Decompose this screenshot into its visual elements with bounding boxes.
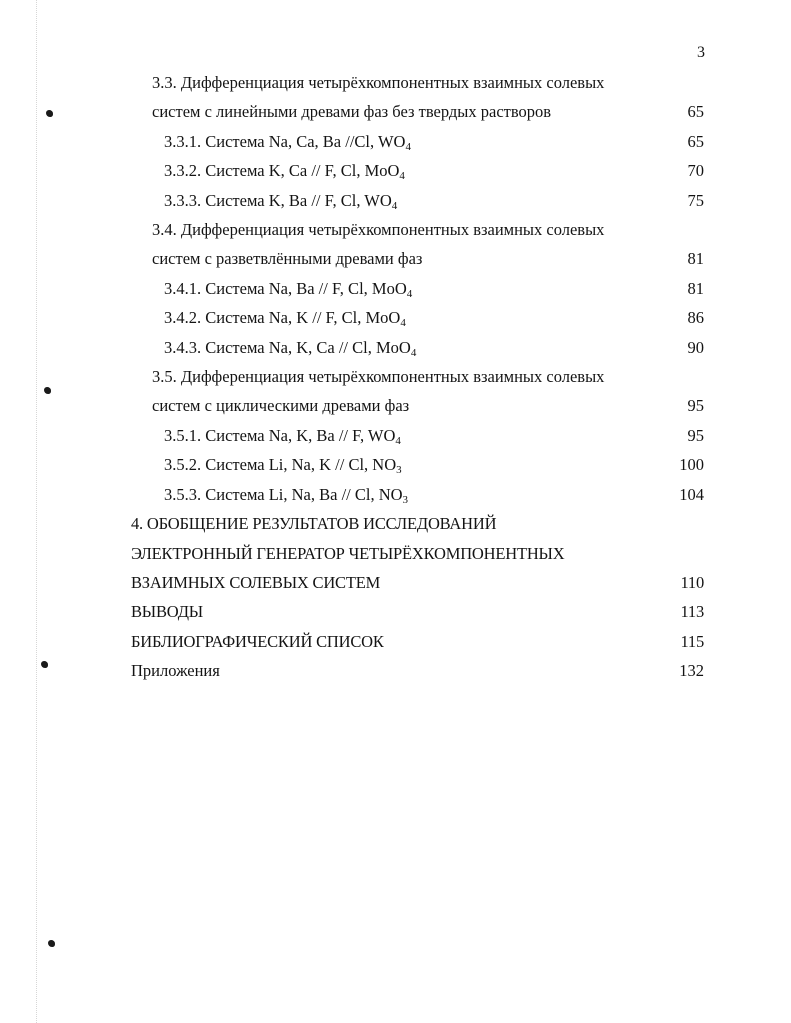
toc-page-number: 110 bbox=[680, 572, 704, 592]
toc-entry-3-4 bbox=[0, 215, 791, 274]
toc-page-number: 113 bbox=[680, 602, 704, 622]
toc-entry-title: 3.3.2. Система K, Ca // F, Cl, MoO$_4$ bbox=[164, 161, 405, 183]
toc-entry-3-3-3 bbox=[0, 186, 791, 215]
toc-entry-title-cont: систем с разветвлёнными древами фаз bbox=[152, 249, 423, 269]
toc-entry-conclusions bbox=[0, 597, 791, 626]
toc-page-number: 81 bbox=[687, 249, 704, 269]
toc-entry-title-cont: ВЗАИМНЫХ СОЛЕВЫХ СИСТЕМ bbox=[131, 572, 381, 592]
toc-entry-3-3-1 bbox=[0, 127, 791, 156]
toc-entry-title-cont: систем с линейными древами фаз без твердых растворов bbox=[152, 102, 552, 122]
page-number: 3 bbox=[697, 44, 705, 61]
toc-entry-title: 3.5. Дифференциация четырёхкомпонентных взаимных солевых bbox=[152, 367, 605, 387]
toc-page-number: 95 bbox=[687, 425, 704, 445]
scan-speck bbox=[48, 940, 55, 947]
toc-entry-3-4-1 bbox=[0, 274, 791, 303]
toc-page-number: 132 bbox=[679, 661, 704, 681]
toc-page-number: 104 bbox=[679, 484, 704, 504]
toc-page-number: 75 bbox=[687, 190, 704, 210]
toc-entry-appendices bbox=[0, 656, 791, 685]
toc-page-number: 65 bbox=[687, 102, 704, 122]
toc-page-number: 115 bbox=[680, 631, 704, 651]
toc-entry-title: 3.5.2. Система Li, Na, K // Cl, $NO_3$ bbox=[164, 455, 402, 477]
toc-entry-3-4-2 bbox=[0, 303, 791, 332]
table-of-contents bbox=[0, 68, 791, 686]
toc-entry-title: БИБЛИОГРАФИЧЕСКИЙ СПИСОК bbox=[131, 631, 384, 651]
toc-entry-bibliography bbox=[0, 627, 791, 656]
toc-entry-3-3-2 bbox=[0, 156, 791, 185]
toc-entry-title: 3.4.3. Система Na, K, Ca // Cl, MoO$_4$ bbox=[164, 337, 417, 359]
toc-entry-title: ВЫВОДЫ bbox=[131, 602, 203, 622]
toc-page-number: 100 bbox=[679, 455, 704, 475]
toc-page-number: 65 bbox=[687, 131, 704, 151]
toc-entry-title: 3.4.1. Система Na, Ba // F, Cl, MoO$_4$ bbox=[164, 278, 413, 300]
toc-entry-title: 3.5.3. Система Li, Na, Ba // Cl, $NO_3$ bbox=[164, 484, 409, 506]
toc-page-number: 90 bbox=[687, 337, 704, 357]
toc-entry-title: Приложения bbox=[131, 661, 220, 681]
toc-entry-4 bbox=[0, 509, 791, 597]
toc-entry-3-3 bbox=[0, 68, 791, 127]
toc-entry-title: 3.4.2. Система Na, K // F, Cl, MoO$_4$ bbox=[164, 308, 406, 330]
toc-page-number: 70 bbox=[687, 161, 704, 181]
toc-entry-3-5-2 bbox=[0, 450, 791, 479]
toc-entry-title: 3.4. Дифференциация четырёхкомпонентных взаимных солевых bbox=[152, 220, 605, 240]
toc-page-number: 86 bbox=[687, 308, 704, 328]
toc-entry-title-cont: ЭЛЕКТРОННЫЙ ГЕНЕРАТОР ЧЕТЫРЁХКОМПОНЕНТНЫХ bbox=[131, 543, 565, 563]
toc-entry-title: 3.3.3. Система K, Ba // F, Cl, $WO_4$ bbox=[164, 190, 398, 212]
toc-entry-title: 3.3.1. Система Na, Ca, Ba //Cl, $WO_4$ bbox=[164, 131, 411, 153]
toc-entry-title: 4. ОБОБЩЕНИЕ РЕЗУЛЬТАТОВ ИССЛЕДОВАНИЙ bbox=[131, 514, 497, 534]
toc-entry-title: 3.5.1. Система Na, K, Ba // F, $WO_4$ bbox=[164, 425, 401, 447]
toc-entry-3-5 bbox=[0, 362, 791, 421]
toc-entry-title: 3.3. Дифференциация четырёхкомпонентных взаимных солевых bbox=[152, 73, 605, 92]
toc-entry-3-5-3 bbox=[0, 480, 791, 509]
toc-entry-title-cont: систем с циклическими древами фаз bbox=[152, 396, 410, 416]
toc-entry-3-5-1 bbox=[0, 421, 791, 450]
toc-page-number: 95 bbox=[687, 396, 704, 416]
toc-entry-3-4-3 bbox=[0, 333, 791, 362]
toc-page-number: 81 bbox=[687, 278, 704, 298]
